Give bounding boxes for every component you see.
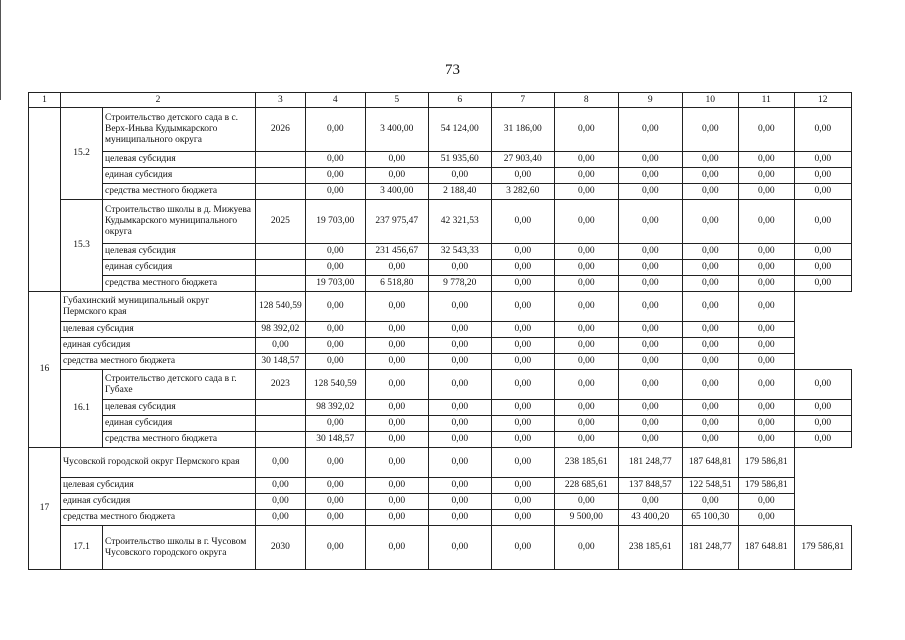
table-row [29, 494, 852, 510]
value-cell: 0,00 [365, 338, 428, 354]
value-cell: 0,00 [365, 416, 428, 432]
value-cell: 0,00 [365, 370, 428, 400]
table-row [29, 510, 852, 526]
group-cell [29, 108, 61, 292]
value-cell: 0,00 [682, 354, 738, 370]
value-cell: 0,00 [428, 510, 491, 526]
value-cell: 0,00 [682, 244, 738, 260]
year-cell [256, 244, 306, 260]
table-row [29, 370, 852, 400]
value-cell: 43 400,20 [618, 510, 682, 526]
row-label: средства местного бюджета [103, 184, 256, 200]
value-cell: 0,00 [428, 400, 491, 416]
value-cell: 238 185,61 [618, 526, 682, 570]
value-cell: 0,00 [554, 322, 618, 338]
value-cell: 0,00 [491, 292, 554, 322]
value-cell: 0,00 [738, 152, 794, 168]
value-cell: 0,00 [554, 494, 618, 510]
value-cell: 0,00 [554, 108, 618, 152]
value-cell: 0,00 [491, 432, 554, 448]
value-cell: 0,00 [554, 244, 618, 260]
value-cell: 0,00 [554, 152, 618, 168]
value-cell: 0,00 [305, 322, 365, 338]
year-cell [256, 168, 306, 184]
value-cell: 0,00 [618, 322, 682, 338]
year-cell [256, 276, 306, 292]
value-cell: 0,00 [491, 510, 554, 526]
value-cell: 0,00 [682, 276, 738, 292]
table-row [29, 432, 852, 448]
year-cell: 2023 [256, 370, 306, 400]
year-cell [256, 184, 306, 200]
item-number: 15.2 [61, 108, 103, 200]
row-label: средства местного бюджета [61, 354, 256, 370]
header-cell: 7 [491, 93, 554, 108]
header-cell: 2 [61, 93, 256, 108]
value-cell: 0,00 [554, 260, 618, 276]
table-row [29, 292, 852, 322]
value-cell: 0,00 [738, 184, 794, 200]
value-cell: 0,00 [618, 432, 682, 448]
value-cell: 0,00 [738, 276, 794, 292]
value-cell: 0,00 [428, 478, 491, 494]
year-cell: 2026 [256, 108, 306, 152]
value-cell: 0,00 [794, 432, 851, 448]
value-cell: 0,00 [794, 200, 851, 244]
header-cell: 4 [305, 93, 365, 108]
value-cell: 0,00 [554, 400, 618, 416]
header-cell: 1 [29, 93, 61, 108]
value-cell: 0,00 [738, 200, 794, 244]
value-cell: 0,00 [794, 184, 851, 200]
value-cell: 2 188,40 [428, 184, 491, 200]
row-label: целевая субсидия [103, 400, 256, 416]
year-cell [256, 400, 306, 416]
row-label: единая субсидия [103, 416, 256, 432]
value-cell: 98 392,02 [305, 400, 365, 416]
value-cell: 0,00 [365, 448, 428, 478]
header-cell: 12 [794, 93, 851, 108]
value-cell: 0,00 [738, 370, 794, 400]
value-cell: 9 778,20 [428, 276, 491, 292]
header-cell: 8 [554, 93, 618, 108]
value-cell: 0,00 [682, 168, 738, 184]
value-cell: 0,00 [305, 292, 365, 322]
value-cell: 231 456,67 [365, 244, 428, 260]
value-cell: 0,00 [618, 494, 682, 510]
value-cell: 0,00 [428, 260, 491, 276]
value-cell: 0,00 [305, 168, 365, 184]
value-cell: 0,00 [428, 168, 491, 184]
table-row [29, 322, 852, 338]
value-cell: 0,00 [738, 416, 794, 432]
value-cell: 0,00 [618, 184, 682, 200]
year-cell [256, 416, 306, 432]
value-cell: 0,00 [491, 260, 554, 276]
value-cell: 128 540,59 [305, 370, 365, 400]
value-cell: 3 400,00 [365, 108, 428, 152]
value-cell: 187 648,81 [682, 448, 738, 478]
value-cell: 0,00 [682, 260, 738, 276]
value-cell: 0,00 [794, 108, 851, 152]
value-cell: 65 100,30 [682, 510, 738, 526]
value-cell: 0,00 [794, 416, 851, 432]
value-cell: 0,00 [305, 416, 365, 432]
value-cell: 237 975,47 [365, 200, 428, 244]
value-cell: 0,00 [305, 478, 365, 494]
value-cell: 0,00 [738, 260, 794, 276]
value-cell: 0,00 [491, 494, 554, 510]
value-cell: 0,00 [618, 338, 682, 354]
value-cell: 42 321,53 [428, 200, 491, 244]
value-cell: 0,00 [682, 494, 738, 510]
value-cell: 0,00 [682, 322, 738, 338]
value-cell: 0,00 [428, 416, 491, 432]
value-cell: 0,00 [794, 370, 851, 400]
value-cell: 0,00 [682, 108, 738, 152]
table-row [29, 478, 852, 494]
header-cell: 11 [738, 93, 794, 108]
table-row [29, 168, 852, 184]
value-cell: 0,00 [738, 432, 794, 448]
group-number: 16 [29, 292, 61, 448]
value-cell: 0,00 [618, 370, 682, 400]
value-cell: 0,00 [428, 448, 491, 478]
value-cell: 0,00 [428, 292, 491, 322]
value-cell: 9 500,00 [554, 510, 618, 526]
value-cell: 0,00 [682, 200, 738, 244]
value-cell: 0,00 [365, 322, 428, 338]
table-row [29, 526, 852, 570]
value-cell: 0,00 [554, 168, 618, 184]
table-row [29, 338, 852, 354]
row-label: средства местного бюджета [103, 276, 256, 292]
header-cell: 10 [682, 93, 738, 108]
value-cell: 179 586,81 [738, 448, 794, 478]
value-cell: 0,00 [491, 400, 554, 416]
value-cell: 0,00 [491, 244, 554, 260]
value-cell: 0,00 [618, 400, 682, 416]
value-cell: 0,00 [365, 478, 428, 494]
value-cell: 0,00 [554, 370, 618, 400]
value-cell: 0,00 [682, 152, 738, 168]
year-cell: 2025 [256, 200, 306, 244]
value-cell: 187 648.81 [738, 526, 794, 570]
value-cell: 0,00 [554, 292, 618, 322]
value-cell: 0,00 [491, 276, 554, 292]
value-cell: 31 186,00 [491, 108, 554, 152]
value-cell: 0,00 [365, 432, 428, 448]
row-label: единая субсидия [103, 260, 256, 276]
value-cell: 0,00 [305, 526, 365, 570]
value-cell: 181 248,77 [618, 448, 682, 478]
value-cell: 0,00 [682, 338, 738, 354]
group-title: Чусовской городской округ Пермского края [61, 448, 256, 478]
value-cell: 0,00 [554, 432, 618, 448]
value-cell: 0,00 [305, 354, 365, 370]
value-cell: 0,00 [491, 370, 554, 400]
value-cell: 0,00 [365, 510, 428, 526]
value-cell: 179 586,81 [738, 478, 794, 494]
value-cell: 0,00 [428, 526, 491, 570]
value-cell: 0,00 [491, 338, 554, 354]
header-row [29, 93, 852, 108]
value-cell: 0,00 [256, 448, 306, 478]
item-title: Строительство детского сада в г. Губахе [103, 370, 256, 400]
value-cell: 0,00 [618, 292, 682, 322]
value-cell: 0,00 [682, 432, 738, 448]
row-label: целевая субсидия [61, 478, 256, 494]
value-cell: 0,00 [365, 494, 428, 510]
value-cell: 0,00 [428, 370, 491, 400]
value-cell: 0,00 [554, 184, 618, 200]
value-cell: 0,00 [682, 292, 738, 322]
value-cell: 30 148,57 [256, 354, 306, 370]
value-cell: 0,00 [365, 400, 428, 416]
table-row [29, 354, 852, 370]
budget-table [28, 92, 852, 570]
value-cell: 0,00 [305, 108, 365, 152]
year-cell [256, 432, 306, 448]
value-cell: 0,00 [794, 400, 851, 416]
value-cell: 0,00 [618, 108, 682, 152]
item-title: Строительство школы в г. Чусовом Чусовского городского округа [103, 526, 256, 570]
value-cell: 54 124,00 [428, 108, 491, 152]
value-cell: 179 586,81 [794, 526, 851, 570]
value-cell: 128 540,59 [256, 292, 306, 322]
value-cell: 0,00 [682, 400, 738, 416]
value-cell: 98 392,02 [256, 322, 306, 338]
value-cell: 181 248,77 [682, 526, 738, 570]
value-cell: 32 543,33 [428, 244, 491, 260]
value-cell: 0,00 [618, 276, 682, 292]
value-cell: 0,00 [491, 478, 554, 494]
header-cell: 5 [365, 93, 428, 108]
row-label: средства местного бюджета [61, 510, 256, 526]
value-cell: 0,00 [428, 322, 491, 338]
row-label: целевая субсидия [103, 152, 256, 168]
value-cell: 27 903,40 [491, 152, 554, 168]
value-cell: 0,00 [256, 510, 306, 526]
row-label: единая субсидия [61, 494, 256, 510]
value-cell: 0,00 [305, 338, 365, 354]
row-label: средства местного бюджета [103, 432, 256, 448]
value-cell: 0,00 [305, 448, 365, 478]
value-cell: 19 703,00 [305, 200, 365, 244]
value-cell: 0,00 [305, 260, 365, 276]
value-cell: 0,00 [256, 478, 306, 494]
item-number: 15.3 [61, 200, 103, 292]
value-cell: 0,00 [491, 526, 554, 570]
value-cell: 0,00 [428, 494, 491, 510]
value-cell: 0,00 [554, 200, 618, 244]
scan-edge-mark [0, 0, 1, 100]
value-cell: 0,00 [491, 448, 554, 478]
value-cell: 0,00 [428, 432, 491, 448]
table-row [29, 400, 852, 416]
value-cell: 0,00 [794, 276, 851, 292]
value-cell: 0,00 [618, 152, 682, 168]
value-cell: 0,00 [305, 494, 365, 510]
row-label: целевая субсидия [103, 244, 256, 260]
table-row [29, 244, 852, 260]
value-cell: 0,00 [256, 338, 306, 354]
value-cell: 0,00 [305, 244, 365, 260]
table-row [29, 276, 852, 292]
item-title: Строительство школы в д. Мижуева Кудымкарского муниципального округа [103, 200, 256, 244]
value-cell: 51 935,60 [428, 152, 491, 168]
value-cell: 0,00 [794, 168, 851, 184]
value-cell: 0,00 [738, 354, 794, 370]
value-cell: 3 282,60 [491, 184, 554, 200]
value-cell: 0,00 [554, 354, 618, 370]
value-cell: 0,00 [738, 168, 794, 184]
header-cell: 3 [256, 93, 306, 108]
value-cell: 0,00 [428, 338, 491, 354]
year-cell [256, 152, 306, 168]
value-cell: 0,00 [682, 184, 738, 200]
value-cell: 0,00 [738, 292, 794, 322]
value-cell: 0,00 [738, 108, 794, 152]
value-cell: 0,00 [305, 510, 365, 526]
value-cell: 0,00 [491, 416, 554, 432]
value-cell: 0,00 [794, 260, 851, 276]
value-cell: 0,00 [365, 152, 428, 168]
value-cell: 0,00 [365, 354, 428, 370]
value-cell: 0,00 [305, 184, 365, 200]
year-cell [256, 260, 306, 276]
value-cell: 0,00 [618, 260, 682, 276]
item-title: Строительство детского сада в с. Верх-Иньва Кудымкарского муниципального округа [103, 108, 256, 152]
row-label: единая субсидия [61, 338, 256, 354]
value-cell: 0,00 [794, 244, 851, 260]
value-cell: 0,00 [256, 494, 306, 510]
value-cell: 0,00 [305, 152, 365, 168]
value-cell: 0,00 [618, 200, 682, 244]
value-cell: 0,00 [491, 168, 554, 184]
value-cell: 30 148,57 [305, 432, 365, 448]
value-cell: 0,00 [491, 354, 554, 370]
table-row [29, 184, 852, 200]
value-cell: 0,00 [365, 292, 428, 322]
table-row [29, 416, 852, 432]
table-row [29, 152, 852, 168]
value-cell: 0,00 [365, 168, 428, 184]
value-cell: 0,00 [738, 338, 794, 354]
header-cell: 9 [618, 93, 682, 108]
value-cell: 137 848,57 [618, 478, 682, 494]
value-cell: 19 703,00 [305, 276, 365, 292]
group-title: Губахинский муниципальный округ Пермского края [61, 292, 256, 322]
value-cell: 0,00 [554, 526, 618, 570]
value-cell: 0,00 [365, 260, 428, 276]
value-cell: 0,00 [554, 416, 618, 432]
value-cell: 0,00 [794, 152, 851, 168]
value-cell: 122 548,51 [682, 478, 738, 494]
value-cell: 0,00 [682, 370, 738, 400]
value-cell: 0,00 [738, 244, 794, 260]
value-cell: 0,00 [491, 322, 554, 338]
page-number: 73 [445, 62, 460, 78]
value-cell: 0,00 [738, 322, 794, 338]
group-number: 17 [29, 448, 61, 570]
value-cell: 0,00 [554, 276, 618, 292]
table-row [29, 200, 852, 244]
value-cell: 0,00 [618, 416, 682, 432]
header-cell: 6 [428, 93, 491, 108]
item-number: 17.1 [61, 526, 103, 570]
item-number: 16.1 [61, 370, 103, 448]
value-cell: 0,00 [738, 494, 794, 510]
row-label: единая субсидия [103, 168, 256, 184]
value-cell: 0,00 [738, 400, 794, 416]
value-cell: 0,00 [618, 244, 682, 260]
value-cell: 228 685,61 [554, 478, 618, 494]
value-cell: 0,00 [365, 526, 428, 570]
value-cell: 0,00 [682, 416, 738, 432]
year-cell: 2030 [256, 526, 306, 570]
value-cell: 0,00 [618, 354, 682, 370]
value-cell: 0,00 [554, 338, 618, 354]
row-label: целевая субсидия [61, 322, 256, 338]
table-row [29, 108, 852, 152]
table-row [29, 260, 852, 276]
value-cell: 6 518,80 [365, 276, 428, 292]
value-cell: 3 400,00 [365, 184, 428, 200]
table-row [29, 448, 852, 478]
value-cell: 0,00 [491, 200, 554, 244]
value-cell: 0,00 [618, 168, 682, 184]
value-cell: 238 185,61 [554, 448, 618, 478]
value-cell: 0,00 [428, 354, 491, 370]
value-cell: 0,00 [738, 510, 794, 526]
